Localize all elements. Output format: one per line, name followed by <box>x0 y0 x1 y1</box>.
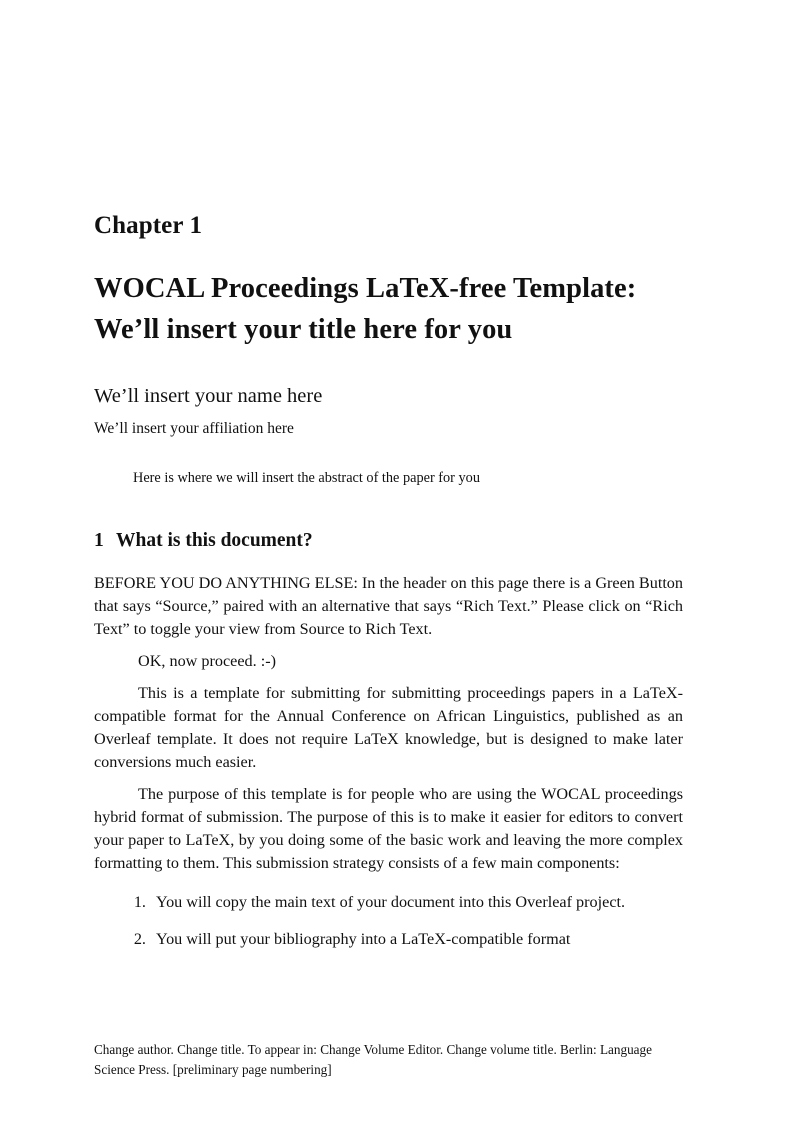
abstract-text: Here is where we will insert the abstract of the paper for you <box>133 470 480 487</box>
page-footer: Change author. Change title. To appear in: Change Volume Editor. Change volume title. Berlin: Language Science Press. [preliminary page numbering] <box>94 1042 652 1078</box>
paragraph-3: This is a template for submitting for submitting proceedings papers in a LaTeX-compatible format for the Annual Conference on African Linguistics, published as an Overleaf template. It does not require LaTeX knowledge, but is designed to make later conversions much easier. <box>94 684 683 772</box>
list-item: 2. You will put your bibliography into a LaTeX-compatible format <box>150 928 683 951</box>
page-title: WOCAL Proceedings LaTeX-free Template: We’ll insert your title here for you <box>94 272 637 345</box>
section-number: 1 <box>94 529 104 551</box>
components-list <box>94 891 683 951</box>
paragraph-1: BEFORE YOU DO ANYTHING ELSE: In the header on this page there is a Green Button that says “Source,” paired with an alternative that says “Rich Text.” Please click on “Rich Text” to toggle your view from Source to Rich Text. <box>94 574 683 639</box>
author-name: We’ll insert your name here <box>94 385 323 408</box>
paragraph-4: The purpose of this template is for people who are using the WOCAL proceedings hybrid format of submission. The purpose of this is to make it easier for editors to convert your paper to LaTeX, by you doing some of the basic work and leaving the more complex formatting to them. This submission strategy consists of a few main components: <box>94 785 683 873</box>
chapter-label: Chapter 1 <box>94 212 203 239</box>
paragraph-2: OK, now proceed. :-) <box>138 652 276 671</box>
list-item: 1. You will copy the main text of your document into this Overleaf project. <box>150 891 683 914</box>
section-title: What is this document? <box>116 529 313 551</box>
section-heading <box>94 529 683 552</box>
page-content <box>94 212 683 965</box>
author-affiliation: We’ll insert your affiliation here <box>94 419 294 437</box>
